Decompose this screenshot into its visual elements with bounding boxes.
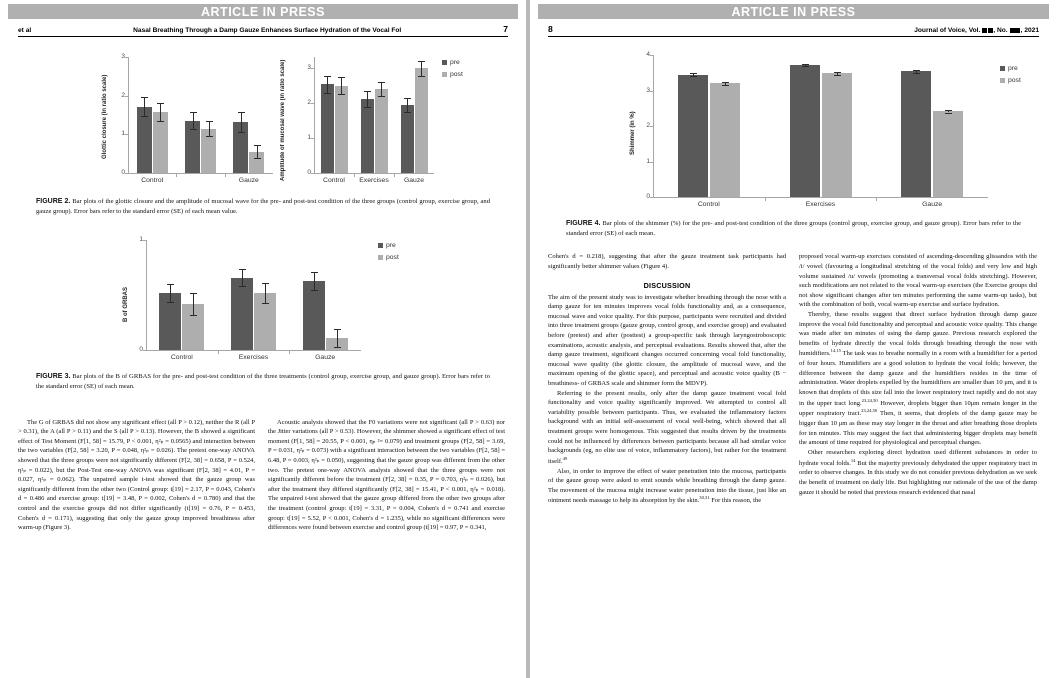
error-bar-cap bbox=[238, 132, 245, 133]
reference-marker: 30,31 bbox=[699, 495, 710, 501]
x-axis-line bbox=[128, 173, 273, 174]
y-axis-line bbox=[314, 57, 315, 173]
x-axis-line bbox=[314, 173, 434, 174]
error-bar-cap bbox=[334, 347, 341, 348]
error-bar-cap bbox=[206, 136, 213, 137]
y-tick-mark bbox=[125, 173, 128, 174]
legend-swatch-pre bbox=[378, 243, 383, 248]
figure-3-caption-text: Bar plots of the B of GRBAS for the pre- and post-test condition of the three treatments (control group, exercise group, and gauze group). Error bars refer to the standard error (SE) of each mean. bbox=[36, 373, 491, 391]
bar-control-post bbox=[335, 86, 348, 173]
x-tick-label-gauze: Gauze bbox=[922, 201, 943, 208]
y-tick-mark bbox=[650, 197, 653, 198]
x-tick-label-control: Control bbox=[141, 177, 164, 184]
legend-label-pre: pre bbox=[386, 242, 396, 250]
legend-label-post: post bbox=[386, 254, 399, 262]
error-bar-cap bbox=[238, 112, 245, 113]
y-tick-label: 0 bbox=[307, 169, 311, 176]
y-tick-mark bbox=[143, 240, 146, 241]
x-tick-label-control: Control bbox=[697, 201, 720, 208]
x-tick-label-gauze: Gauze bbox=[238, 177, 259, 184]
paragraph-discussion-penetration-text: Also, in order to improve the effect of water penetration into the mucosa, participants of the gauze group were asked to emit sounds while breathing through the damp gauze. The movement of the mucosa might increase water penetration into the tissue, just like an ointment needs massage to help its absorption by the skin. bbox=[548, 467, 786, 505]
reference-marker: 23,24,50 bbox=[861, 397, 878, 403]
y-tick-label: 1 bbox=[121, 130, 125, 138]
error-bar-cap bbox=[834, 72, 841, 73]
error-bar bbox=[242, 269, 243, 287]
error-bar-cap bbox=[239, 269, 246, 270]
error-bar-cap bbox=[378, 82, 385, 83]
y-axis-line bbox=[653, 55, 654, 197]
error-bar bbox=[265, 283, 266, 303]
error-bar bbox=[337, 329, 338, 347]
error-bar-cap bbox=[945, 110, 952, 111]
error-bar-cap bbox=[378, 96, 385, 97]
reference-marker: 14,15 bbox=[830, 348, 841, 354]
y-tick-mark bbox=[143, 350, 146, 351]
legend-entry-pre bbox=[442, 59, 463, 66]
paragraph-acoustic-results: Acoustic analysis showed that the F0 variations were not significant (all P > 0.63) nor the Jitter variations (all P > 0.53). However, the shimmer showed a significant effect of test moment (F[1, 58] = 20.55, P < 0.001, ηₚ ²= 0.079) and treatment groups (F[2, 58] = 3.69, P = 0.031, η²ₚ = 0.073) with a significant interaction between the two variables (F[2, 58] = 6.48, P = 0.003, η²ₚ = 0.050), suggesting that the gauze group was different from the other two. The pretest one-way ANOVA analysis showed that the three groups were not significantly different before the treatment (F[2, 38] = 0.35, P = 0.703, η²ₚ = 0.026), but after the treatment they differed significantly (F[2, 38] = 15.41, P < 0.001, η²ₚ = 0.018). The unpaired t-test showed that the gauze group differed from the other two groups after the treatment (control group: t[19] = 3.31, P = 0.004, Cohen's d = 0.741 and exercise group: t[19] = 5.52, P < 0.001, Cohen's d = 1.235), while no significant differences were differences were found between exercise and control group (t[19] = 0.97, P = 0.341, bbox=[268, 418, 505, 532]
figure-4-caption-label: FIGURE 4. bbox=[566, 220, 601, 227]
body-columns-left bbox=[18, 418, 508, 533]
legend-label-post: post bbox=[1008, 77, 1021, 84]
error-bar bbox=[327, 76, 328, 93]
y-tick-mark bbox=[650, 162, 653, 163]
y-tick-mark bbox=[650, 91, 653, 92]
error-bar-cap bbox=[404, 112, 411, 113]
paragraph-other-researchers bbox=[799, 448, 1037, 497]
error-bar-cap bbox=[141, 116, 148, 117]
figure-3-chart bbox=[18, 228, 508, 368]
error-bar bbox=[367, 91, 368, 106]
y-tick-label: 0 bbox=[139, 346, 143, 354]
error-bar-cap bbox=[190, 315, 197, 316]
x-axis-line bbox=[653, 197, 988, 198]
bar-gauze-pre bbox=[401, 105, 414, 173]
error-bar-cap bbox=[722, 82, 729, 83]
figure-4 bbox=[548, 43, 1039, 238]
x-axis-group-tick bbox=[176, 173, 177, 177]
error-bar bbox=[314, 272, 315, 290]
error-bar-cap bbox=[364, 91, 371, 92]
running-head-left bbox=[18, 24, 508, 37]
journal-year: , 2021 bbox=[1020, 27, 1039, 34]
paragraph-shimmer-continuation: Cohen's d = 0.218), suggesting that after the gauze treatment task participants had significantly better shimmer values (Figure 4). bbox=[548, 253, 786, 270]
bar-exercises-post bbox=[375, 89, 388, 173]
bar-control-post bbox=[710, 83, 740, 197]
bar-exercises-post bbox=[822, 73, 852, 197]
y-tick-label: 3 bbox=[646, 86, 650, 94]
journal-name: Journal of Voice, Vol. bbox=[914, 27, 981, 34]
y-tick-label: 3 bbox=[121, 53, 125, 60]
bar-exercises-pre bbox=[790, 65, 820, 197]
error-bar-cap bbox=[913, 73, 920, 74]
y-tick-label: 2 bbox=[121, 91, 125, 99]
paragraph-discussion-penetration-tail: For this reason, the bbox=[709, 497, 762, 505]
y-axis-line bbox=[146, 240, 147, 350]
error-bar-cap bbox=[254, 158, 261, 159]
error-bar-cap bbox=[311, 290, 318, 291]
error-bar bbox=[421, 61, 422, 76]
y-axis-line bbox=[128, 57, 129, 173]
error-bar bbox=[381, 82, 382, 97]
error-bar-cap bbox=[167, 284, 174, 285]
page-right bbox=[530, 0, 1057, 678]
reference-marker: 49 bbox=[562, 455, 568, 461]
x-tick-label-gauze: Gauze bbox=[403, 177, 425, 184]
bar-control-pre bbox=[678, 75, 708, 197]
legend-swatch-pre bbox=[1000, 66, 1005, 71]
column-left-2 bbox=[268, 418, 505, 533]
fig2b-plot-area bbox=[307, 57, 434, 184]
y-tick-mark bbox=[125, 134, 128, 135]
legend-entry-post bbox=[1000, 77, 1021, 84]
figure-4-legend bbox=[1000, 65, 1021, 89]
reference-marker: 14 bbox=[850, 457, 856, 463]
banner-text: ARTICLE IN PRESS bbox=[731, 4, 856, 19]
bar-control-pre bbox=[321, 84, 334, 173]
journal-number-label: , No. bbox=[993, 27, 1008, 34]
y-tick-mark bbox=[125, 57, 128, 58]
legend-label-pre: pre bbox=[1008, 65, 1018, 72]
issue-blank-square-icon bbox=[1015, 28, 1020, 33]
error-bar-cap bbox=[141, 97, 148, 98]
figure-3-legend bbox=[378, 242, 399, 266]
figure-2-caption bbox=[36, 197, 490, 216]
y-tick-label: 0 bbox=[121, 169, 125, 176]
journal-citation-line bbox=[553, 27, 1039, 34]
x-tick-label-exercises: Exercises bbox=[238, 354, 269, 362]
error-bar-cap bbox=[338, 94, 345, 95]
bar-gauze-post bbox=[415, 68, 428, 173]
column-left-1 bbox=[18, 418, 255, 533]
legend-entry-post bbox=[442, 71, 463, 78]
y-tick-mark bbox=[311, 173, 314, 174]
page-number-left: 7 bbox=[503, 24, 508, 34]
error-bar-cap bbox=[404, 98, 411, 99]
error-bar-cap bbox=[324, 93, 331, 94]
error-bar-cap bbox=[913, 70, 920, 71]
figure-3-caption bbox=[36, 372, 490, 391]
error-bar bbox=[193, 293, 194, 315]
error-bar-cap bbox=[190, 293, 197, 294]
banner-text: ARTICLE IN PRESS bbox=[201, 4, 325, 19]
figure-4-caption bbox=[566, 219, 1021, 238]
error-bar-cap bbox=[945, 113, 952, 114]
error-bar-cap bbox=[262, 283, 269, 284]
bar-exercises-pre bbox=[231, 278, 253, 351]
y-tick-label: 1 bbox=[307, 133, 311, 141]
error-bar-cap bbox=[311, 272, 318, 273]
figure-4-chart bbox=[548, 43, 1039, 215]
article-in-press-banner bbox=[8, 4, 518, 19]
legend-swatch-post bbox=[1000, 78, 1005, 83]
fig2a-plot-area bbox=[121, 53, 273, 184]
x-tick-label-gauze: Gauze bbox=[315, 354, 336, 362]
figure-4-caption-text: Bar plots of the shimmer (%) for the pre- and post-test condition of the three groups (control group, exercise group, and gauze group). Error bars refer to the standard error (SE) of each mean. bbox=[566, 220, 1021, 237]
legend-label-post: post bbox=[450, 71, 463, 78]
error-bar-cap bbox=[239, 286, 246, 287]
y-tick-mark bbox=[311, 138, 314, 139]
fig3-plot-area bbox=[139, 236, 361, 362]
reference-marker: 23,24,50 bbox=[861, 408, 878, 414]
error-bar-cap bbox=[364, 107, 371, 108]
figure-2-charts bbox=[18, 43, 508, 193]
legend-label-pre: pre bbox=[450, 59, 460, 66]
y-tick-label: 2 bbox=[307, 98, 311, 106]
error-bar-cap bbox=[167, 302, 174, 303]
y-tick-label: 1 bbox=[646, 157, 650, 165]
page-left bbox=[0, 0, 526, 678]
error-bar-cap bbox=[190, 112, 197, 113]
error-bar-cap bbox=[802, 64, 809, 65]
legend-swatch-pre bbox=[442, 60, 447, 65]
error-bar-cap bbox=[254, 145, 261, 146]
page-number-right: 8 bbox=[548, 24, 553, 34]
paragraph-surface-hydration-b: The task was to breathe normally in a room with a humidifier for a period of four hours. Humidifiers are a good solution to hydrate the vocal folds; however, the difference between the damp gauze and the humidifiers resides in the time of administration. Water droplets expelled by the humidifiers are smaller than 10 μm, and it is known that droplets of this size fall into the lower respiratory tract rapidly and do not stay in the upper tract long. bbox=[799, 350, 1037, 407]
paragraph-discussion-aim: The aim of the present study was to investigate whether breathing through the nose with a damp gauze for ten minutes improves vocal folds functionality and, as a consequence, mucosal wave and voice quality. For this purpose, participants were recruited and divided into three treatment groups (gauze group, control group, and exercise group) and evaluated before (pretest) and after (posttest) a group-specific task through laryngostroboscopic examinations, acoustic analysis, and perceptual evaluations. Results showed that, after the damp gauze treatment, significant changes occurred concerning vocal fold functionality, mucosal wave quality (the glottic closure, the amplitude of mucosal wave, and the maximum opening of the glottic space), and perceptual and acoustic voice quality (B − breathiness- of GRBAS scale and shimmer form the MDVP). bbox=[548, 293, 786, 387]
bar-gauze-post bbox=[933, 111, 963, 197]
paragraph-discussion-penetration bbox=[548, 467, 786, 507]
error-bar-cap bbox=[262, 303, 269, 304]
error-bar-cap bbox=[722, 85, 729, 86]
error-bar-cap bbox=[190, 129, 197, 130]
paragraph-surface-hydration bbox=[799, 310, 1037, 448]
y-tick-label: 4 bbox=[646, 51, 650, 58]
column-right-2 bbox=[799, 252, 1037, 506]
error-bar bbox=[144, 97, 145, 116]
error-bar bbox=[241, 112, 242, 132]
legend-swatch-post bbox=[442, 72, 447, 77]
bar-exercises-pre bbox=[361, 99, 374, 173]
bar-gauze-pre bbox=[303, 281, 325, 350]
paragraph-surface-hydration-a: Thereby, these results suggest that direct surface hydration through damp gauze improve the vocal fold functionality and perceptual and acoustic voice quality. This change was made after ten minutes of using the damp gauze. Previous research explored the benefits of hydrate directly the vocal folds through breathing through the nose with humidifiers. bbox=[799, 310, 1037, 358]
fig3-y-axis-title: B of GRBAS bbox=[123, 287, 129, 323]
x-tick-label-control: Control bbox=[323, 177, 345, 184]
section-heading-discussion: DISCUSSION bbox=[643, 280, 691, 290]
fig2b-legend bbox=[442, 59, 463, 83]
error-bar bbox=[407, 98, 408, 112]
legend-swatch-post bbox=[378, 255, 383, 260]
paragraph-warmup-exercises: proposed vocal warm-up exercises consisted of ascending-descending glissandos with the /i/ vowel (favouring a longitudinal stretching of the vocal folds) and very low and high volume sustained /u/ vowels (promoting a transversal vocal folds stretching). However, such modifications are not related to the vocal warm-up exercises (the Exercise groups did not show significant changes after ten minutes performing the same warm-up tasks), but with the combination of both, vocal warm-up exercise and surface hydration. bbox=[799, 253, 1037, 309]
y-tick-label: 1 bbox=[139, 236, 143, 244]
fig2b-y-axis-title: Amplitude of mucosal wave (in ratio scale) bbox=[280, 59, 286, 181]
paragraph-surface-hydration-c: However, droplets bigger than 10μm remain longer in the upper respiratory tract. bbox=[799, 399, 1037, 418]
error-bar bbox=[209, 121, 210, 136]
figure-2-caption-text: Bar plots of the glottic closure and the amplitude of mucosal wave for the pre- and post-test condition of the three groups (control group, exercise group, and gauze group). Error bars refer to the standard error (SE) of each mean value. bbox=[36, 198, 491, 215]
x-tick-label-exercises: Exercises bbox=[359, 177, 389, 184]
fig4-y-axis-title: Shimmer (in %) bbox=[630, 111, 636, 155]
y-tick-mark bbox=[650, 55, 653, 56]
paragraph-other-researchers-b: But the majority previously dehydrated the upper respiratory tract in order to observe changes. In this study we do not consider previous dehydration as we seek the benefit of treatment on daily life. But highlighting our rationale of the use of the damp gauze it should be noted that previous research evidenced that nasal bbox=[799, 459, 1037, 496]
error-bar bbox=[341, 77, 342, 94]
y-tick-label: 0 bbox=[646, 193, 650, 200]
issue-blank-square-icon bbox=[1010, 28, 1015, 33]
column-right-1 bbox=[548, 252, 786, 506]
error-bar-cap bbox=[157, 103, 164, 104]
paragraph-other-researchers-a: Other researchers exploring direct hydration used different substances in order to hydrate vocal folds. bbox=[799, 448, 1037, 467]
paragraph-surface-hydration-d: Then, it seems, that droplets of the damp gauze may be bigger than 10 μm as these may stay longer in the throat and after breathing those droplets for ten minutes. This may suggest the fact that administering bigger droplets may benefit the amount of time required for physiological and perceptual changes. bbox=[799, 410, 1037, 447]
y-tick-label: 2 bbox=[646, 122, 650, 129]
error-bar-cap bbox=[334, 329, 341, 330]
error-bar-cap bbox=[690, 76, 697, 77]
paragraph-discussion-variability-text: Referring to the present results, only after the damp gauze treatment vocal fold functionality and voice quality significantly improved. We attempted to control all variability possible between participants. Thus, we evaluated the inflammatory factors background with an initial self-assessment of vocal well-being, which showed that all treatment groups were homogenous. This suggested that results driven by the treatments could not be influenced by differences between participants because all had similar voice backgrounds (eg, no elite use of voice, inflammatory factors), but rather for the treatment itself. bbox=[548, 389, 786, 466]
error-bar-cap bbox=[157, 121, 164, 122]
body-columns-right bbox=[548, 252, 1039, 506]
error-bar-cap bbox=[206, 121, 213, 122]
error-bar bbox=[193, 112, 194, 129]
y-tick-label: 3 bbox=[307, 63, 311, 71]
figure-2 bbox=[18, 43, 508, 216]
paragraph-grbas-results: The G of GRBAS did not show any significant effect (all P > 0.12), neither the R (all P > 0.31), the A (all P > 0.11) and the S (all P > 0.13). However, the B showed a significant effect of Test Moment (F[1, 58] = 15.79, P < 0.001, η²ₚ = 0.0565) and interaction between the two variables (F[2, 58] = 3.20, P = 0.048, η²ₚ = 0.026). The pretest one-way ANOVA showed that the three groups were not significantly different (F[2, 38] = 0.658, P = 0.524, η²ₚ = 0.022), but the Post-Test one-way ANOVA was significant (F[2, 38] = 4.01, P = 0.027, η²ₚ = 0.062). The unpaired sample t-test showed that the gauze group was significantly different from the other two (Control group: t[19] = 2.17, P = 0.043, Cohen's d = 0.486 and exercise group: t[19] = 3.48, P = 0.002, Cohen's d = 0.780) and that the control and the exercise groups did not differ significantly (t[19] = 0.76, P = 0.453, Cohen's d = 0.171), suggesting that only the gauze group improved breathiness after warm-up (Figure 3). bbox=[18, 418, 255, 532]
error-bar bbox=[257, 145, 258, 158]
error-bar-cap bbox=[418, 76, 425, 77]
bar-gauze-pre bbox=[901, 71, 931, 197]
x-tick-label-control: Control bbox=[170, 354, 193, 362]
article-in-press-banner-right bbox=[538, 4, 1049, 19]
error-bar bbox=[170, 284, 171, 302]
running-head-right bbox=[548, 24, 1039, 37]
running-head-author: et al bbox=[18, 27, 32, 34]
running-head-title: Nasal Breathing Through a Damp Gauze Enhances Surface Hydration of the Vocal Fol bbox=[133, 27, 402, 34]
error-bar bbox=[160, 103, 161, 122]
fig4-plot-area bbox=[646, 51, 988, 208]
error-bar-cap bbox=[834, 75, 841, 76]
error-bar-cap bbox=[690, 73, 697, 74]
error-bar-cap bbox=[802, 66, 809, 67]
y-tick-mark bbox=[311, 103, 314, 104]
y-tick-mark bbox=[125, 96, 128, 97]
fig2a-y-axis-title: Glottic closure (in ratio scale) bbox=[102, 74, 108, 160]
figure-2-caption-label: FIGURE 2. bbox=[36, 198, 71, 205]
figure-3-caption-label: FIGURE 3. bbox=[36, 373, 71, 381]
y-tick-mark bbox=[650, 126, 653, 127]
legend-entry-pre bbox=[378, 242, 399, 249]
legend-entry-pre bbox=[1000, 65, 1021, 72]
x-tick-label-exercises: Exercises bbox=[805, 201, 836, 208]
legend-entry-post bbox=[378, 254, 399, 261]
error-bar-cap bbox=[418, 61, 425, 62]
y-tick-mark bbox=[311, 68, 314, 69]
error-bar-cap bbox=[338, 77, 345, 78]
figure-3 bbox=[18, 228, 508, 391]
x-axis-line bbox=[146, 350, 361, 351]
error-bar-cap bbox=[324, 76, 331, 77]
paragraph-discussion-variability bbox=[548, 389, 786, 467]
volume-blank-square-icon bbox=[982, 28, 987, 33]
